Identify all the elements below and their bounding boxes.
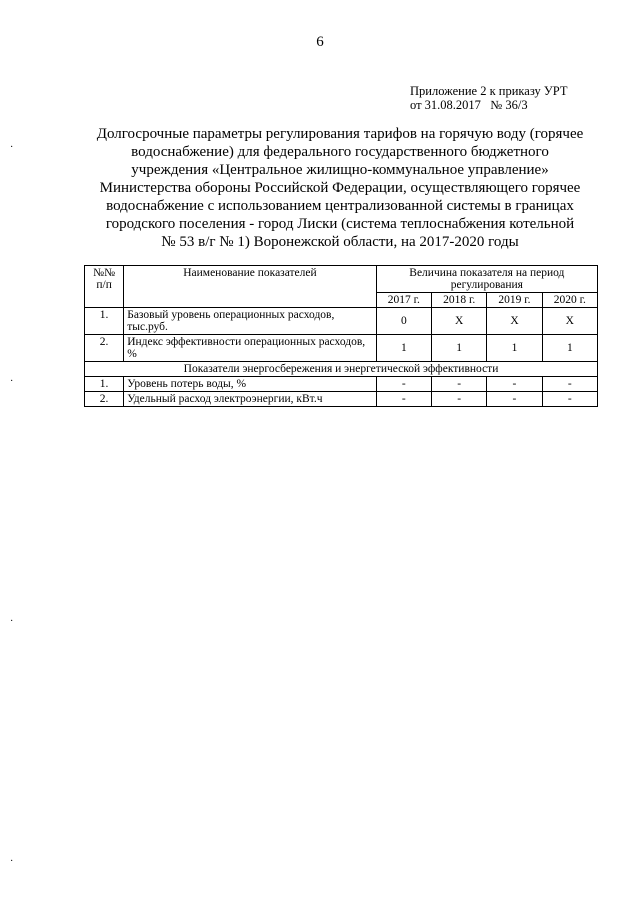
table-row [85, 377, 598, 392]
appendix-reference [410, 84, 568, 112]
section-header-row [85, 362, 598, 377]
scan-mark: · [10, 856, 14, 867]
header-year: 2019 г. [487, 293, 542, 308]
scan-mark: · [10, 142, 14, 153]
header-indicator-name: Наименование показателей [124, 266, 376, 308]
title-line-6: городского поселения - город Лиски (система теплоснабжения котельной [105, 216, 575, 232]
row-indicator-name: Базовый уровень операционных расходов, тыс.руб. [124, 308, 376, 335]
table-row [85, 335, 598, 362]
row-number: 2. [85, 392, 124, 407]
row-value: 0 [376, 308, 431, 335]
table-row [85, 308, 598, 335]
row-number: 2. [85, 335, 124, 362]
row-value: 1 [487, 335, 542, 362]
appendix-line-1: Приложение 2 к приказу УРТ [410, 84, 568, 98]
title-line-2: водоснабжение) для федерального государственного бюджетного [131, 144, 549, 160]
scan-mark: · [10, 376, 14, 387]
header-year: 2017 г. [376, 293, 431, 308]
table-header-row [85, 266, 598, 293]
row-value: - [376, 392, 431, 407]
page-number: 6 [316, 34, 324, 50]
title-line-1: Долгосрочные параметры регулирования тарифов на горячую воду (горячее [96, 126, 584, 142]
row-value: - [542, 392, 597, 407]
row-value: - [542, 377, 597, 392]
row-value: - [487, 392, 542, 407]
title-line-7: № 53 в/г № 1) Воронежской области, на 2017-2020 годы [161, 234, 519, 250]
row-value: 1 [542, 335, 597, 362]
appendix-line-2: от 31.08.2017 № 36/3 [410, 98, 528, 112]
row-value: X [432, 308, 487, 335]
scan-mark: · [10, 616, 14, 627]
header-number: №№ п/п [85, 266, 124, 308]
parameters-table [84, 265, 598, 407]
title-line-3: учреждения «Центральное жилищно-коммунальное управление» [131, 162, 549, 178]
document-title [85, 125, 595, 251]
table-row [85, 392, 598, 407]
row-indicator-name: Индекс эффективности операционных расходов, % [124, 335, 376, 362]
row-value: 1 [376, 335, 431, 362]
row-indicator-name: Удельный расход электроэнергии, кВт.ч [124, 392, 376, 407]
row-value: 1 [432, 335, 487, 362]
title-line-4: Министерства обороны Российской Федерации, осуществляющего горячее [99, 180, 581, 196]
header-year: 2018 г. [432, 293, 487, 308]
row-number: 1. [85, 308, 124, 335]
row-value: X [487, 308, 542, 335]
row-value: - [432, 392, 487, 407]
row-indicator-name: Уровень потерь воды, % [124, 377, 376, 392]
row-value: - [487, 377, 542, 392]
row-number: 1. [85, 377, 124, 392]
row-value: - [376, 377, 431, 392]
row-value: X [542, 308, 597, 335]
header-period-value: Величина показателя на период регулирования [376, 266, 597, 293]
title-line-5: водоснабжение с использованием централизованной системы в границах [106, 198, 574, 214]
row-value: - [432, 377, 487, 392]
header-year: 2020 г. [542, 293, 597, 308]
section-title: Показатели энергосбережения и энергетической эффективности [85, 362, 598, 377]
